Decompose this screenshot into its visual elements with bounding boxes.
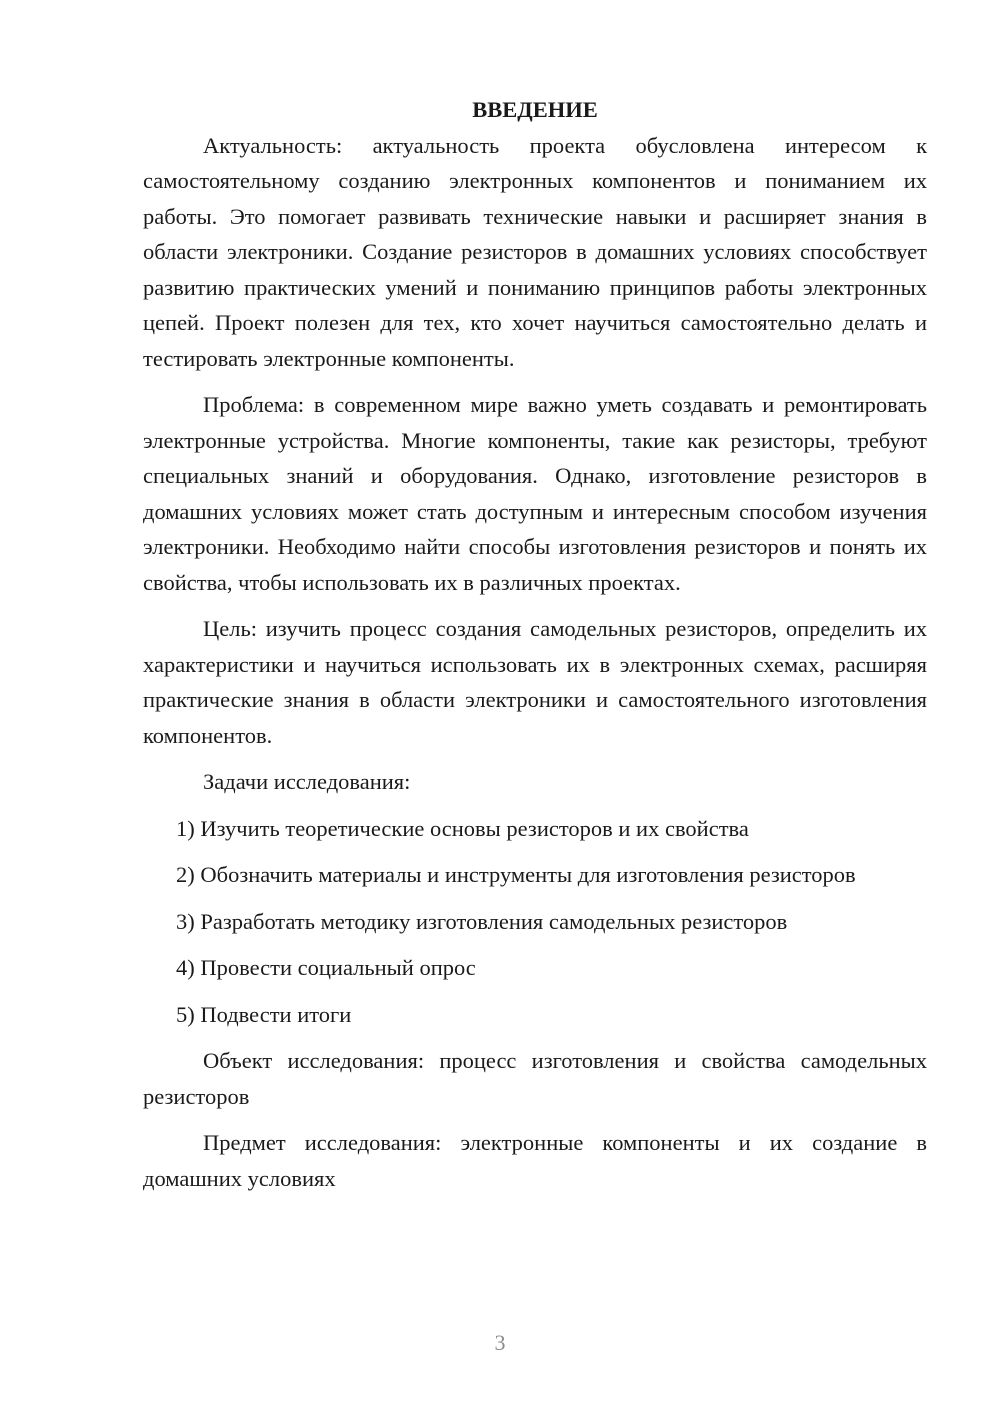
- task-item: 1) Изучить теоретические основы резисторов и их свойства: [176, 815, 749, 841]
- goal-paragraph: Цель: изучить процесс создания самодельных резисторов, определить их характеристики и научиться использовать их в электронных схемах, расширяя практические знания в области электроники и самостоятельного изготовления компонентов.: [143, 616, 927, 748]
- tasks-heading: Задачи исследования:: [203, 769, 411, 794]
- page-number: 3: [494, 1330, 506, 1355]
- relevance-paragraph: Актуальность: актуальность проекта обусловлена интересом к самостоятельному созданию электронных компонентов и пониманием их работы. Это помогает развивать технические навыки и расширяет знания в области электроники. Создание резисторов в домашних условиях способствует развитию практических умений и пониманию принципов работы электронных цепей. Проект полезен для тех, кто хочет научиться самостоятельно делать и тестировать электронные компоненты.: [143, 132, 927, 371]
- subject-paragraph: Предмет исследования: электронные компоненты и их создание в домашних условиях: [143, 1130, 927, 1191]
- task-item: 2) Обозначить материалы и инструменты для изготовления резисторов: [176, 862, 856, 887]
- task-item: 3) Разработать методику изготовления самодельных резисторов: [176, 908, 788, 934]
- task-item: 4) Провести социальный опрос: [176, 955, 476, 980]
- document-page: [143, 92, 927, 1207]
- task-item: 5) Подвести итоги: [176, 1001, 352, 1027]
- object-paragraph: Объект исследования: процесс изготовления и свойства самодельных резисторов: [143, 1048, 927, 1109]
- problem-paragraph: Проблема: в современном мире важно уметь создавать и ремонтировать электронные устройства. Многие компоненты, такие как резисторы, требуют специальных знаний и оборудования. Однако, изготовление резисторов в домашних условиях может стать доступным и интересным способом изучения электроники. Необходимо найти способы изготовления резисторов и понять их свойства, чтобы использовать их в различных проектах.: [143, 392, 927, 595]
- section-title: ВВЕДЕНИЕ: [472, 97, 598, 122]
- tasks-list: [143, 811, 927, 1033]
